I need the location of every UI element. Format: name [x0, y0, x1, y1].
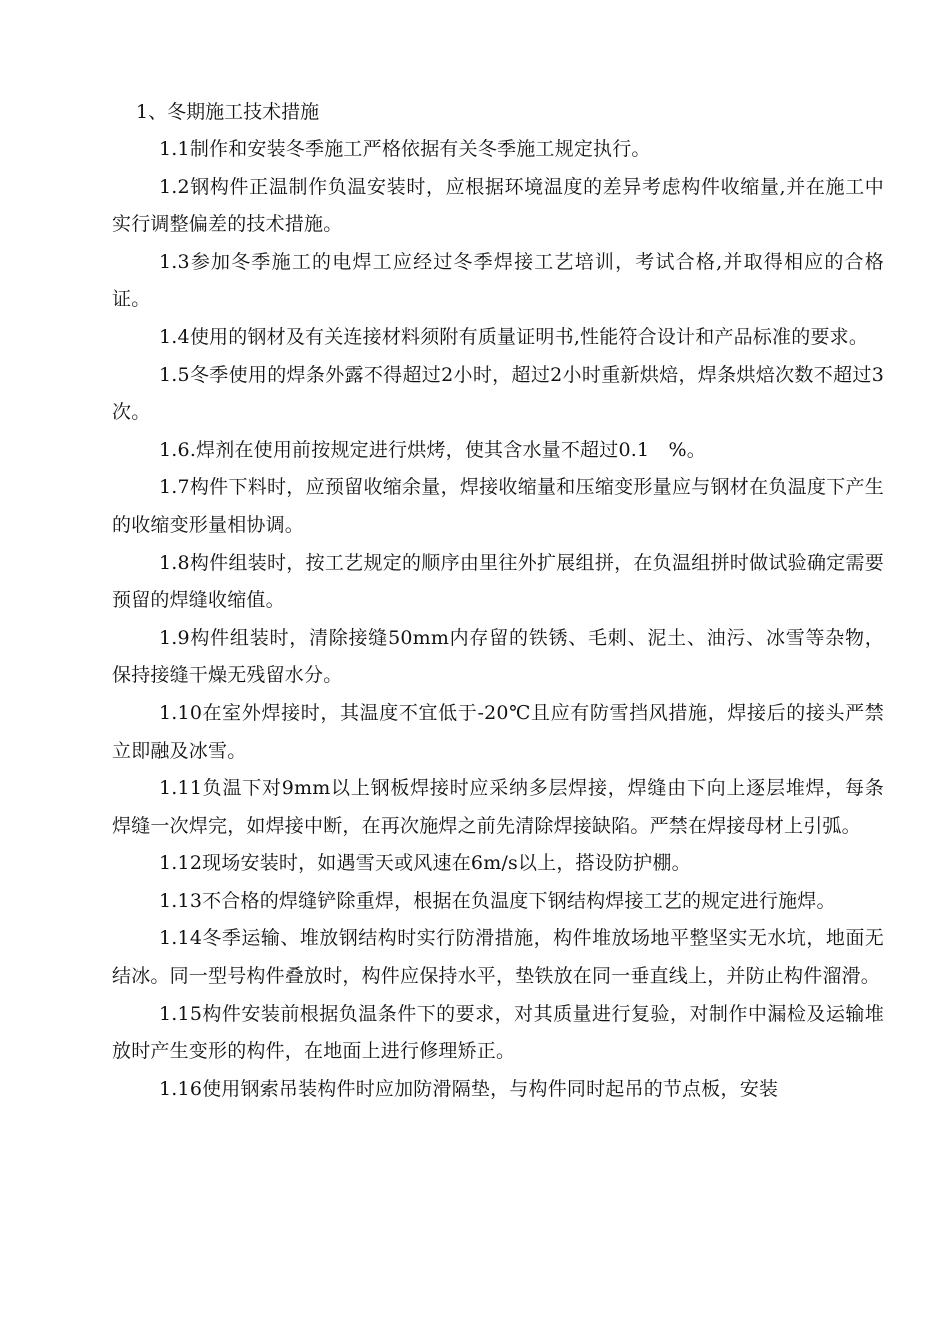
paragraph-1-4: 1.4使用的钢材及有关连接材料须附有质量证明书,性能符合设计和产品标准的要求。 — [159, 325, 869, 348]
paragraph-1-16: 1.16使用钢索吊装构件时应加防滑隔垫，与构件同时起吊的节点板，安装 — [159, 1077, 779, 1100]
paragraph-1-12: 1.12现场安装时，如遇雪天或风速在6m/s以上，搭设防护棚。 — [159, 852, 691, 875]
document-body — [112, 94, 884, 1108]
paragraph-1-9: 1.9构件组装时，清除接缝50mm内存留的铁锈、毛刺、泥土、油污、冰雪等杂物，保持接缝干燥无残留水分。 — [112, 626, 884, 687]
paragraph-1-10: 1.10在室外焊接时，其温度不宜低于-20℃且应有防雪挡风措施，焊接后的接头严禁立即融及冰雪。 — [112, 701, 884, 762]
paragraph-1-15: 1.15构件安装前根据负温条件下的要求，对其质量进行复验，对制作中漏检及运输堆放时产生变形的构件，在地面上进行修理矫正。 — [112, 1002, 884, 1063]
paragraph-1-11: 1.11负温下对9mm以上钢板焊接时应采纳多层焊接，焊缝由下向上逐层堆焊，每条焊缝一次焊完，如焊接中断，在再次施焊之前先清除焊接缺陷。严禁在焊接母材上引弧。 — [112, 777, 884, 837]
paragraph-1-7: 1.7构件下料时，应预留收缩余量，焊接收缩量和压缩变形量应与钢材在负温度下产生的收缩变形量相协调。 — [112, 476, 884, 536]
paragraph-1-13: 1.13不合格的焊缝铲除重焊，根据在负温度下钢结构焊接工艺的规定进行施焊。 — [159, 889, 836, 912]
paragraph-1-3: 1.3参加冬季施工的电焊工应经过冬季焊接工艺培训，考试合格,并取得相应的合格证。 — [112, 250, 884, 311]
paragraph-1-5: 1.5冬季使用的焊条外露不得超过2小时，超过2小时重新烘焙，焊条烘焙次数不超过3次。 — [112, 363, 884, 424]
section-heading: 1、冬期施工技术措施 — [136, 101, 320, 123]
paragraph-1-14: 1.14冬季运输、堆放钢结构时实行防滑措施，构件堆放场地平整坚实无水坑，地面无结冰。同一型号构件叠放时，构件应保持水平，垫铁放在同一垂直线上，并防止构件溜滑。 — [112, 927, 884, 988]
paragraph-1-8: 1.8构件组装时，按工艺规定的顺序由里往外扩展组拼，在负温组拼时做试验确定需要预留的焊缝收缩值。 — [112, 551, 884, 612]
paragraph-1-1: 1.1制作和安装冬季施工严格依据有关冬季施工规定执行。 — [159, 138, 651, 160]
paragraph-1-2: 1.2钢构件正温制作负温安装时，应根据环境温度的差异考虑构件收缩量,并在施工中实行调整偏差的技术措施。 — [112, 175, 884, 236]
paragraph-1-6: 1.6.焊剂在使用前按规定进行烘烤，使其含水量不超过0.1 %。 — [159, 438, 706, 461]
